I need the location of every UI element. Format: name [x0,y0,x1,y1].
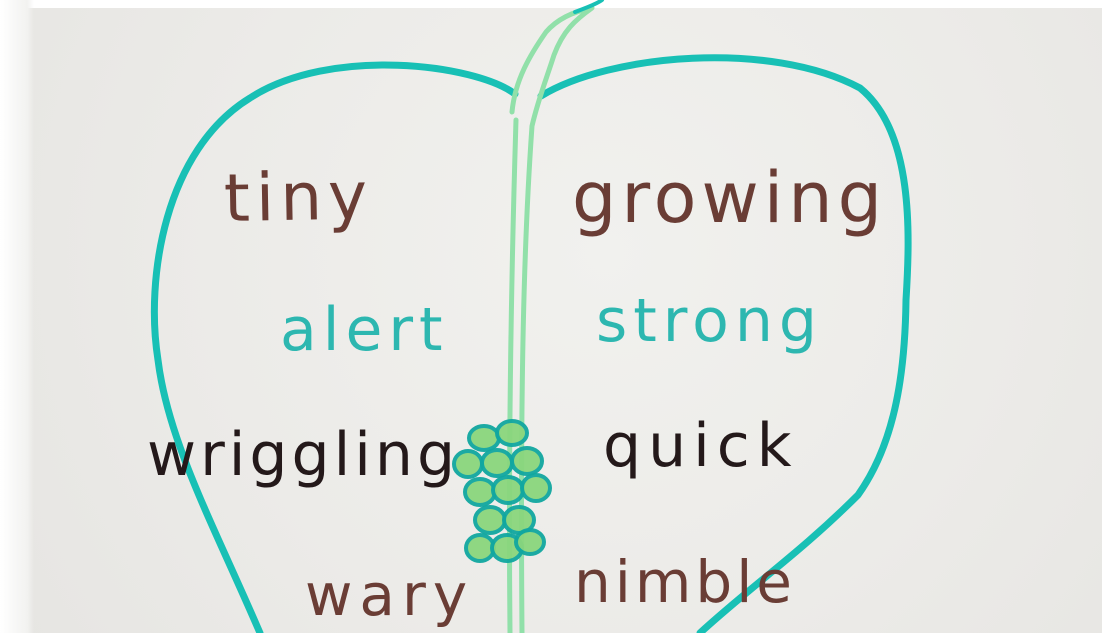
word-alert: alert [280,295,449,365]
word-growing: growing [572,157,887,239]
egg-cluster-icon [454,421,550,561]
word-wriggling: wriggling [147,420,460,490]
word-wary: wary [305,561,475,629]
word-quick: quick [603,411,799,481]
word-nimble: nimble [574,548,796,616]
word-strong: strong [596,286,823,356]
word-tiny: tiny [223,157,374,237]
